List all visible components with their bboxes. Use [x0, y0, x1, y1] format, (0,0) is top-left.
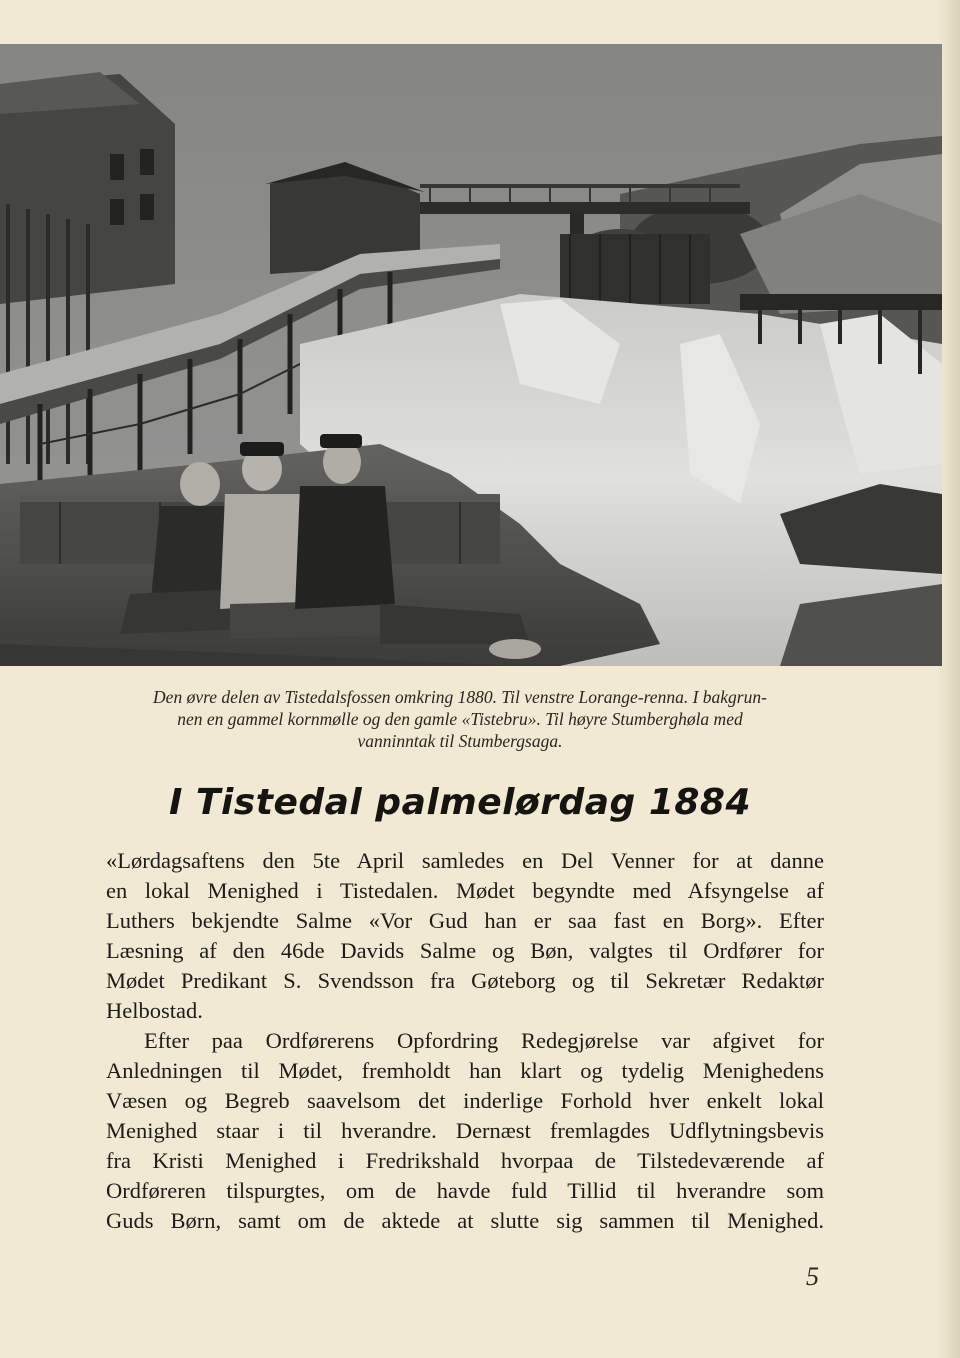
paragraph-2-line: Ordføreren tilspurgtes, om de havde fuld Tillid til hverandre som: [106, 1178, 824, 1203]
paragraph-1-line: Læsning af den 46de Davids Salme og Bøn, valgtes til Ordfører for: [106, 938, 824, 963]
paragraph-1-line: Mødet Predikant S. Svendsson fra Gøteborg og til Sekretær Redaktør: [106, 968, 824, 993]
caption-line: Den øvre delen av Tistedalsfossen omkring 1880. Til venstre Lorange-renna. I bakgrun-: [153, 687, 767, 707]
paragraph-1-line: Luthers bekjendte Salme «Vor Gud han er saa fast en Borg». Efter: [106, 908, 824, 933]
photo-caption: [100, 686, 820, 752]
paragraph-2-line: Væsen og Begreb saavelsom det inderlige Forhold hver enkelt lokal: [106, 1088, 824, 1113]
paragraph-1-line: «Lørdagsaftens den 5te April samledes en Del Venner for at danne: [106, 848, 824, 873]
paragraph-2-line: Menighed staar i til hverandre. Dernæst fremlagdes Udflytningsbevis: [106, 1118, 824, 1143]
historical-photo: [0, 44, 942, 666]
body-text: [106, 846, 824, 1236]
page-number: 5: [806, 1262, 819, 1291]
caption-line: vanninntak til Stumbergsaga.: [357, 731, 563, 751]
paragraph-2-line: Efter paa Ordførerens Opfordring Redegjørelse var afgivet for: [144, 1028, 824, 1053]
caption-line: nen en gammel kornmølle og den gamle «Tistebru». Til høyre Stumberghøla med: [177, 709, 743, 729]
paragraph-2-line: Guds Børn, samt om de aktede at slutte sig sammen til Menighed.: [106, 1208, 824, 1233]
section-heading: I Tistedal palmelørdag 1884: [168, 782, 752, 823]
paragraph-1-line: en lokal Menighed i Tistedalen. Mødet begyndte med Afsyngelse af: [106, 878, 824, 903]
paragraph-2-line: fra Kristi Menighed i Fredrikshald hvorpaa de Tilstedeværende af: [106, 1148, 824, 1173]
waterfall-photo-illustration: [0, 44, 942, 666]
paragraph-2-line: Anledningen til Mødet, fremholdt han klart og tydelig Menighedens: [106, 1058, 824, 1083]
paragraph-1-line: Helbostad.: [106, 998, 203, 1023]
